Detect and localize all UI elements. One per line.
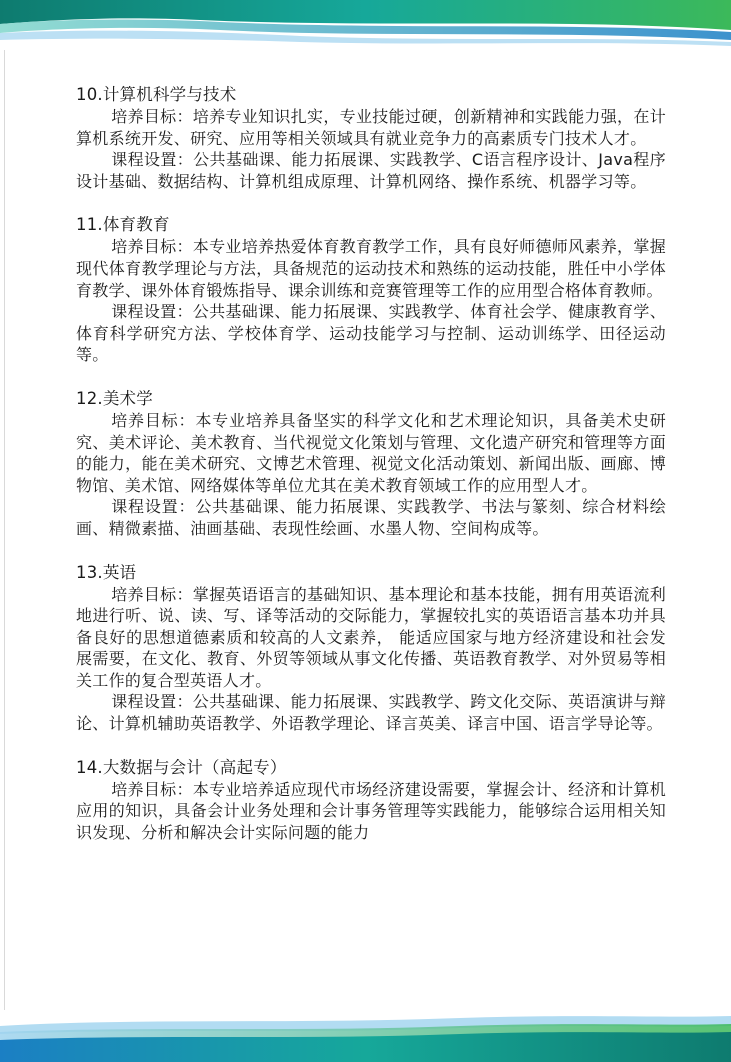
training-goal-paragraph: 培养目标：本专业培养热爱体育教育教学工作，具有良好师德师风素养，掌握现代体育教学理论与方法，具备规范的运动技术和熟练的运动技能，胜任中小学体育教学、课外体育锻炼指导、课余训练和竞赛管理等工作的应用型合格体育教师。 [76, 237, 666, 300]
section-big-data-accounting [76, 757, 666, 844]
section-physical-education [76, 214, 666, 366]
section-title: 10.计算机科学与技术 [76, 85, 237, 104]
bottom-decorative-band [0, 1012, 731, 1062]
training-goal-paragraph: 培养目标：培养专业知识扎实，专业技能过硬，创新精神和实践能力强，在计算机系统开发、研究、应用等相关领域具有就业竞争力的高素质专门技术人才。 [76, 107, 666, 148]
curriculum-paragraph: 课程设置：公共基础课、能力拓展课、实践教学、体育社会学、健康教育学、体育科学研究方法、学校体育学、运动技能学习与控制、运动训练学、田径运动等。 [76, 302, 666, 365]
curriculum-paragraph: 课程设置：公共基础课、能力拓展课、实践教学、C语言程序设计、Java程序设计基础、数据结构、计算机组成原理、计算机网络、操作系统、机器学习等。 [76, 150, 666, 191]
curriculum-paragraph: 课程设置：公共基础课、能力拓展课、实践教学、跨文化交际、英语演讲与辩论、计算机辅助英语教学、外语教学理论、译言英美、译言中国、语言学导论等。 [76, 692, 666, 734]
document-body [76, 84, 666, 865]
training-goal-paragraph: 培养目标：本专业培养适应现代市场经济建设需要，掌握会计、经济和计算机应用的知识，具备会计业务处理和会计事务管理等实践能力，能够综合运用相关知识发现、分析和解决会计实际问题的能力 [76, 779, 666, 842]
section-title: 14.大数据与会计（高起专） [76, 757, 287, 777]
training-goal-paragraph: 培养目标：本专业培养具备坚实的科学文化和艺术理论知识，具备美术史研究、美术评论、美术教育、当代视觉文化策划与管理、文化遗产研究和管理等方面的能力，能在美术研究、文博艺术管理、视觉文化活动策划、新闻出版、画廊、博物馆、美术馆、网络媒体等单位尤其在美术教育领域工作的应用型人才。 [76, 410, 666, 495]
top-decorative-band [0, 0, 731, 48]
section-title: 12.美术学 [76, 388, 153, 408]
section-english [76, 562, 666, 735]
training-goal-paragraph: 培养目标：掌握英语语言的基础知识、基本理论和基本技能，拥有用英语流利地进行听、说、读、写、译等活动的交际能力，掌握较扎实的英语语言基本功并具备良好的思想道德素质和较高的人文素养， 能适应国家与地方经济建设和社会发展需要，在文化、教育、外贸等领域从事文化传播、英语教育教学、对外贸易等相关工作的复合型英语人才。 [76, 584, 666, 690]
left-border-line [4, 50, 5, 1010]
curriculum-paragraph: 课程设置：公共基础课、能力拓展课、实践教学、书法与篆刻、综合材料绘画、精微素描、油画基础、表现性绘画、水墨人物、空间构成等。 [76, 497, 666, 538]
section-title: 11.体育教育 [76, 215, 170, 235]
section-computer-science [76, 84, 666, 192]
section-fine-arts [76, 388, 666, 540]
section-title: 13.英语 [76, 562, 137, 582]
